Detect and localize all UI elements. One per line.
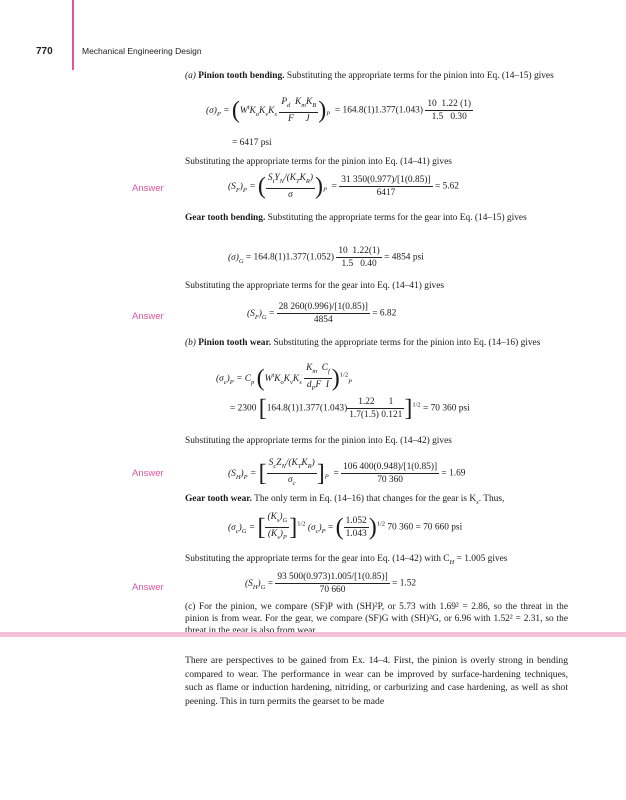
margin-rule: [72, 0, 74, 70]
page-number: 770: [36, 46, 53, 57]
pinion-sf-value: = 5.62: [434, 181, 459, 192]
gear-wear-heading: Gear tooth wear.: [185, 494, 252, 504]
part-b-sh-intro: Substituting the appropriate terms for the pinion into Eq. (14–42) gives: [185, 436, 452, 446]
equation-gear-sh: $(S_H)_G$ = $\frac{93 500(0.973)1.005/[1(0.85)]}{70 660}$ = 1.52: [245, 572, 417, 595]
equation-gear-wear: $(\sigma_c)_G$ = [ $\frac{(K_s)_G}{(K_s)_P}$ ]$^{1/2}$ $(\sigma_c)_P$ = ( $\frac{1.052}{1.043}$ )$^{1/2}$ 70 360 = 70 660 psi: [228, 512, 463, 541]
gear-bending-heading: Gear tooth bending.: [185, 213, 266, 223]
equation-gear-sf: $(S_F)_G$ = $\frac{28 260(0.996)/[1(0.85)]}{4854}$ = 6.82: [247, 302, 397, 325]
gear-sf-intro: Substituting the appropriate terms for the gear into Eq. (14–41) gives: [185, 281, 445, 291]
gear-wear-intro: Gear tooth wear. The only term in Eq. (14–16) that changes for the gear is $K_s$. Thus,: [185, 494, 505, 506]
answer-label-1: Answer: [132, 183, 164, 194]
part-a-sf-intro: Substituting the appropriate terms for the pinion into Eq. (14–41) gives: [185, 157, 452, 167]
pinion-wear-result: = 70 360 psi: [422, 403, 470, 414]
pinion-sh-value: = 1.69: [441, 468, 466, 479]
equation-pinion-bending-result: = 6417 psi: [232, 138, 272, 148]
answer-label-4: Answer: [132, 582, 164, 593]
equation-pinion-sf: $(S_F)_P$ = ( $\frac{S_tY_N/(K_TK_R)}{\sigma}$ )$_P$ = $\frac{31 350(0.977)/[1(0.85)]}{6417}$ = 5.62: [228, 173, 459, 200]
gear-bending-intro: [185, 212, 568, 224]
section-divider: [0, 632, 626, 637]
answer-label-2: Answer: [132, 311, 164, 322]
part-b-intro-text: Substituting the appropriate terms for the pinion into Eq. (14–16) gives: [271, 338, 541, 348]
gear-wear-result: 70 360 = 70 660 psi: [387, 522, 463, 533]
answer-label-3: Answer: [132, 468, 164, 479]
equation-pinion-bending: $(\sigma)_P = (W^tK_oK_vK_s$ $\frac{P_d K_mK_B}{\text{F J}}$ )$_P = 164.8(1)1.377(1.043)$ $\frac{10 1.22 (1)}{1.5 0.30}$: [206, 97, 472, 124]
part-c-text: (c) For the pinion, we compare (SF)P with (SH)²P, or 5.73 with 1.69² = 2.86, so the threat in the pinion is from wear. For the gear, we compare (SF)G with (SH)²G, or 6.96 with 1.52² = 2.31, so the: [185, 602, 568, 625]
part-a-intro-text: Substituting the appropriate terms for the pinion into Eq. (14–15) gives: [284, 71, 554, 81]
equation-pinion-wear: $(\sigma_c)_P = C_p$ ($W^tK_oK_vK_s$ $\frac{K_m C_f}{d_PF I}$ )$^{1/2}_P$: [216, 362, 352, 395]
part-a-letter: (a): [185, 71, 196, 81]
running-title: Mechanical Engineering Design: [82, 46, 202, 56]
gear-sh-value: = 1.52: [392, 578, 417, 589]
part-b-intro: [185, 337, 568, 349]
equation-pinion-wear-numeric: = 2300 [164.8(1)1.377(1.043) $\frac{1.22 1}{1.7(1.5) 0.121}$ ]$^{1/2}$ = 70 360 psi: [230, 395, 470, 422]
gear-bending-intro-text: Substituting the appropriate terms for the gear into Eq. (14–15) gives: [265, 213, 527, 223]
equation-pinion-sh: $(S_H)_P$ = [ $\frac{S_cZ_N/(K_TK_R)}{\sigma_c}$ ]$_P$ = $\frac{106 400(0.948)/[1(0.85)]}{70 360}$ = 1.69: [228, 458, 466, 487]
equation-gear-bending: $(\sigma)_G = 164.8(1)1.377(1.052)$ $\frac{10 1.22(1)}{1.5 0.40}$ = 4854 psi: [228, 246, 424, 269]
part-b-heading: Pinion tooth wear.: [198, 338, 272, 348]
part-a-intro: [185, 70, 568, 82]
gear-sh-intro: Substituting the appropriate terms for the gear into Eq. (14–42) with $C_H = 1.005$ gives: [185, 554, 508, 566]
gear-sf-value: = 6.82: [372, 308, 397, 319]
gear-wear-intro-text: The only term in Eq. (14–16) that changes for the gear is K: [251, 494, 477, 504]
gear-bending-result: = 4854 psi: [384, 252, 424, 263]
closing-paragraph: There are perspectives to be gained from Ex. 14–4. First, the pinion is overly strong in bending compared to wear. The performance in wear can be improved by surface-hardening techniques, such as flame or induction hardening, nitriding, or carburizing and case hardening, as well as shot peening. This in turn permits the gearset to be made: [185, 655, 568, 707]
part-b-letter: (b): [185, 338, 196, 348]
part-a-heading: Pinion tooth bending.: [198, 71, 285, 81]
